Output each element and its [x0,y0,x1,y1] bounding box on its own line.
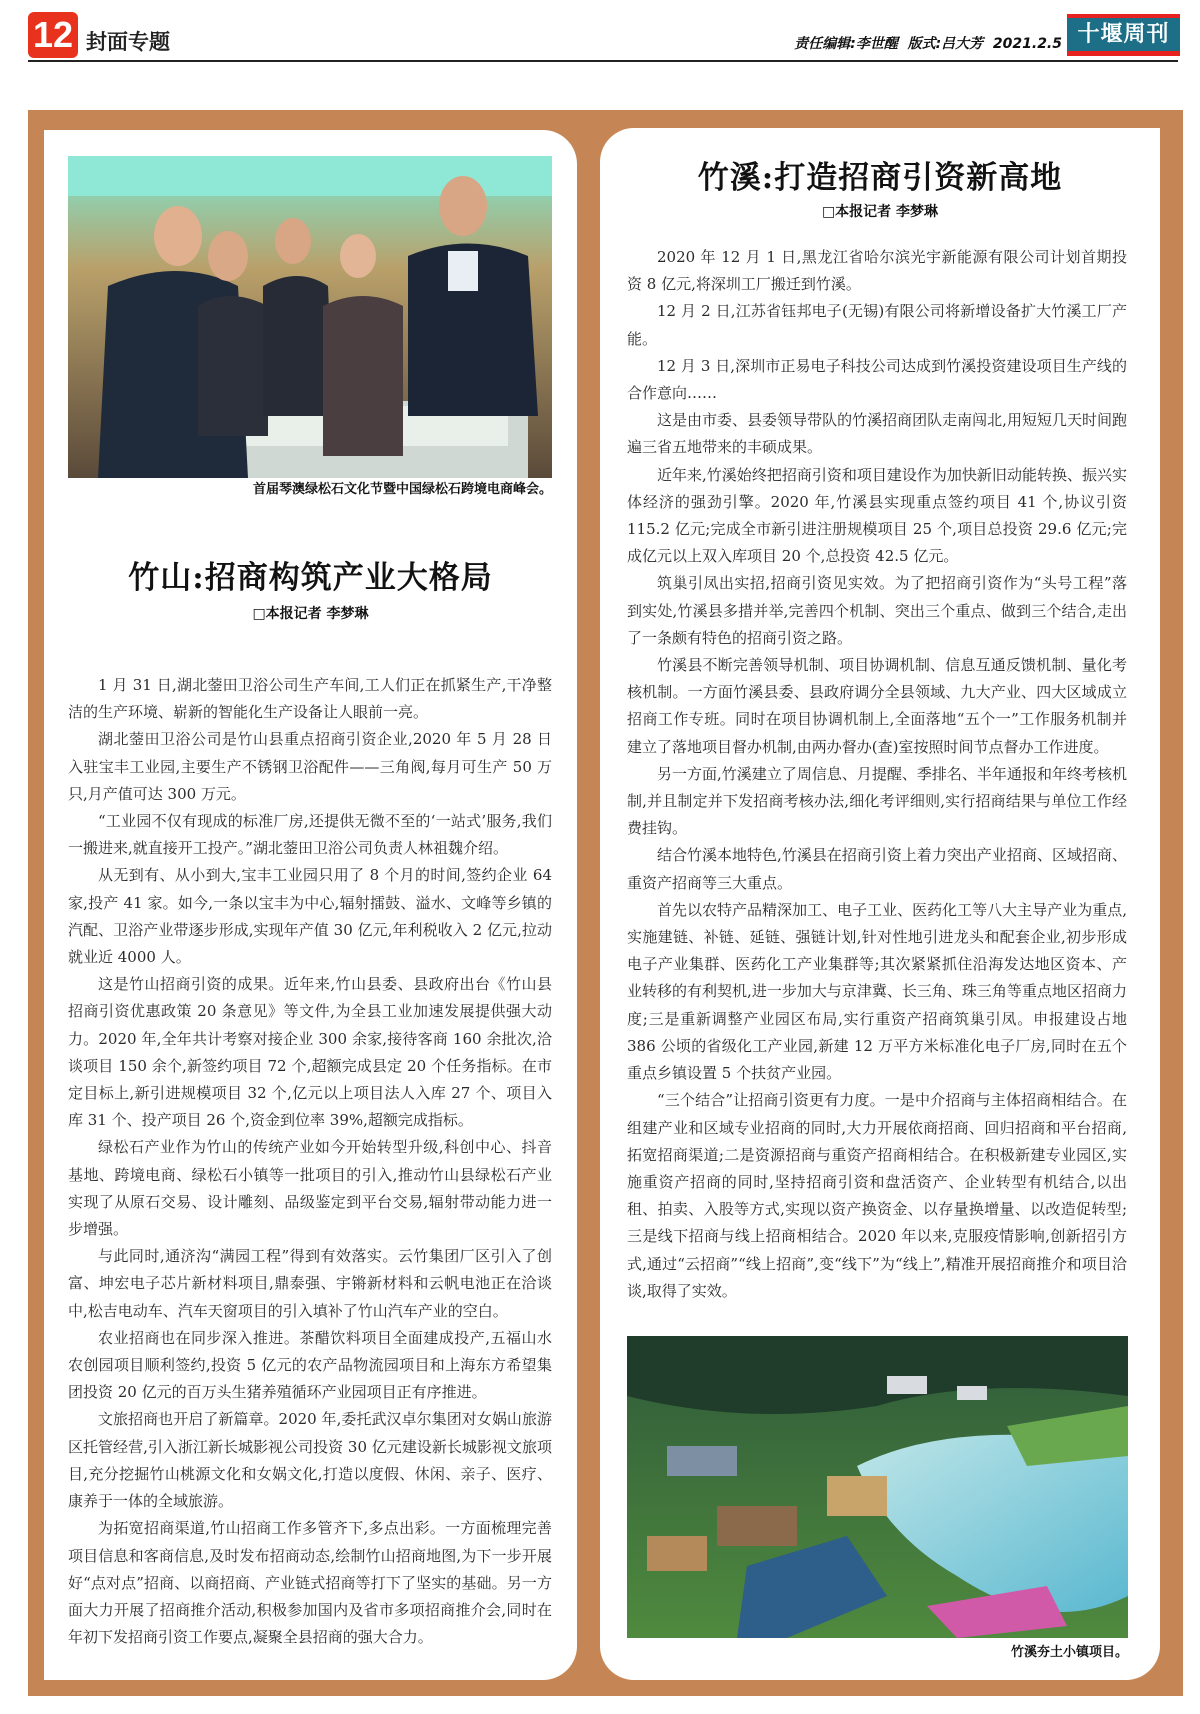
paragraph: “三个结合”让招商引资更有力度。一是中介招商与主体招商相结合。在组建产业和区域专业招商的同时,大力开展依商招商、回归招商和平台招商,拓宽招商渠道;二是资源招商与重资产招商相结合。在积极新建专业园区,实施重资产招商的同时,坚持招商引资和盘活资产、企业转型有机结合,以出租、拍卖、入股等方式,实现以资产换资金、以存量换增量、以改造促转型;三是线下招商与线上招商相结合。2020 年以来,克服疫情影响,创新招引方式,通过“云招商”“线上招商”,变“线下”为“线上”,精准开展招商推介和项目洽谈,取得了实效。 [627,1091,1127,1300]
left-article-photo [68,156,552,478]
paragraph: 近年来,竹溪始终把招商引资和项目建设作为加快新旧动能转换、振兴实体经济的强劲引擎。2020 年,竹溪县实现重点签约项目 41 个,协议引资 115.2 亿元;完成全市新引进注册规模项目 25 个,项目总投资 29.6 亿元;完成亿元以上双入库项目 20 个,总投资 42.5 亿元。 [627,465,1127,566]
right-article-body [627,244,1127,1305]
paragraph: 这是由市委、县委领导带队的竹溪招商团队走南闯北,用短短几天时间跑遍三省五地带来的丰硕成果。 [627,411,1127,457]
right-photo-caption: 竹溪夯土小镇项目。 [1010,1645,1128,1660]
left-photo-caption: 首届琴澳绿松石文化节暨中国绿松石跨境电商峰会。 [252,482,552,497]
paragraph: 首先以农特产品精深加工、电子工业、医药化工等八大主导产业为重点,实施建链、补链、延链、强链计划,针对性地引进龙头和配套企业,初步形成电子产业集群、医药化工产业集群等;其次紧紧抓住沿海发达地区资本、产业转移的有利契机,进一步加大与京津冀、长三角、珠三角等重点地区招商力度;三是重新调整产业园区布局,实行重资产招商筑巢引凤。申报建设占地 386 公顷的省级化工产业园,新建 12 万平方米标准化电子厂房,同时在五个重点乡镇设置 5 个扶贫产业园。 [627,900,1127,1083]
left-article-body [68,672,552,1651]
editor-info: 责任编辑:李世醒 版式:吕大芳 2021.2.5 [794,36,1062,52]
header-divider [28,60,1178,62]
paragraph: 结合竹溪本地特色,竹溪县在招商引资上着力突出产业招商、区域招商、重资产招商等三大重点。 [627,846,1127,892]
paragraph: 文旅招商也开启了新篇章。2020 年,委托武汉卓尔集团对女娲山旅游区托管经营,引入浙江新长城影视公司投资 30 亿元建设新长城影视文旅项目,充分挖掘竹山桃源文化和女娲文化,打造以度假、休闲、亲子、医疗、康养于一体的全域旅游。 [68,1410,552,1511]
paragraph: 为拓宽招商渠道,竹山招商工作多管齐下,多点出彩。一方面梳理完善项目信息和客商信息,及时发布招商动态,绘制竹山招商地图,为下一步开展好“点对点”招商、以商招商、产业链式招商等打下了坚实的基础。另一方面大力开展了招商推介活动,积极参加国内及省市多项招商推介会,同时在年初下发招商引资工作要点,凝聚全县招商的强大合力。 [68,1519,552,1647]
right-article-title: 竹溪:打造招商引资新高地 [697,160,1063,196]
paragraph: 竹溪县不断完善领导机制、项目协调机制、信息互通反馈机制、量化考核机制。一方面竹溪县委、县政府调分全县领域、九大产业、四大区域成立招商工作专班。同时在项目协调机制上,全面落地“五个一”工作服务机制并建立了落地项目督办机制,由两办督办(查)室按照时间节点督办工作进度。 [627,656,1127,756]
paragraph: 另一方面,竹溪建立了周信息、月提醒、季排名、半年通报和年终考核机制,并且制定并下发招商考核办法,细化考评细则,实行招商结果与单位工作经费挂钩。 [627,764,1127,838]
newspaper-logo: 十堰周刊 [1067,14,1180,56]
paragraph: 绿松石产业作为竹山的传统产业如今开始转型升级,科创中心、抖音基地、跨境电商、绿松石小镇等一批项目的引入,推动竹山县绿松石产业实现了从原石交易、设计雕刻、品级鉴定到平台交易,辐射带动能力进一步增强。 [68,1138,552,1239]
paragraph: 从无到有、从小到大,宝丰工业园只用了 8 个月的时间,签约企业 64 家,投产 41 家。如今,一条以宝丰为中心,辐射擂鼓、溢水、文峰等乡镇的汽配、卫浴产业带逐步形成,实现年产值 30 亿元,年利税收入 2 亿元,拉动就业近 4000 人。 [68,866,552,967]
left-article-byline: □本报记者 李梦琳 [252,606,369,622]
paragraph: “工业园不仅有现成的标准厂房,还提供无微不至的‘一站式’服务,我们一搬进来,就直接开工投产。”湖北蓥田卫浴公司负责人林祖魏介绍。 [68,812,552,858]
section-title: 封面专题 [86,30,170,54]
right-article-byline: □本报记者 李梦琳 [821,204,939,220]
right-article-photo [627,1336,1128,1638]
paragraph: 湖北蓥田卫浴公司是竹山县重点招商引资企业,2020 年 5 月 28 日入驻宝丰工业园,主要生产不锈钢卫浴配件——三角阀,每月可生产 50 万只,月产值可达 300 万元。 [68,730,552,803]
paragraph: 与此同时,通济沟“满园工程”得到有效落实。云竹集团厂区引入了创富、坤宏电子芯片新材料项目,鼎泰强、宇锵新材料和云帆电池正在洽谈中,松吉电动车、汽车天窗项目的引入填补了竹山汽车产业的空白。 [68,1247,552,1320]
paragraph: 1 月 31 日,湖北蓥田卫浴公司生产车间,工人们正在抓紧生产,干净整洁的生产环境、崭新的智能化生产设备让人眼前一亮。 [68,676,552,722]
paragraph: 12 月 2 日,江苏省钰邦电子(无锡)有限公司将新增设备扩大竹溪工厂产能。 [627,302,1127,348]
paragraph: 筑巢引凤出实招,招商引资见实效。为了把招商引资作为“头号工程”落到实处,竹溪县多措并举,完善四个机制、突出三个重点、做到三个结合,走出了一条颇有特色的招商引资之路。 [627,574,1127,647]
left-article-title: 竹山:招商构筑产业大格局 [128,560,493,596]
paragraph: 12 月 3 日,深圳市正易电子科技公司达成到竹溪投资建设项目生产线的合作意向…… [627,356,1127,403]
page-number-badge: 12 [28,12,78,58]
paragraph: 农业招商也在同步深入推进。茶醋饮料项目全面建成投产,五福山水农创园项目顺利签约,投资 5 亿元的农产品物流园项目和上海东方希望集团投资 20 亿元的百万头生猪养殖循环产业园项目正有序推进。 [68,1328,552,1402]
paragraph: 这是竹山招商引资的成果。近年来,竹山县委、县政府出台《竹山县招商引资优惠政策 20 条意见》等文件,为全县工业加速发展提供强大动力。2020 年,全年共计考察对接企业 300 余家,接待客商 160 余批次,洽谈项目 150 余个,新签约项目 72 个,超额完成县定 20 个任务指标。在市定目标上,新引进规模项目 32 个,亿元以上项目法人入库 27 个、项目入库 31 个、投产项目 26 个,资金到位率 39%,超额完成指标。 [68,975,552,1130]
paragraph: 2020 年 12 月 1 日,黑龙江省哈尔滨光宇新能源有限公司计划首期投资 8 亿元,将深圳工厂搬迁到竹溪。 [627,248,1127,294]
